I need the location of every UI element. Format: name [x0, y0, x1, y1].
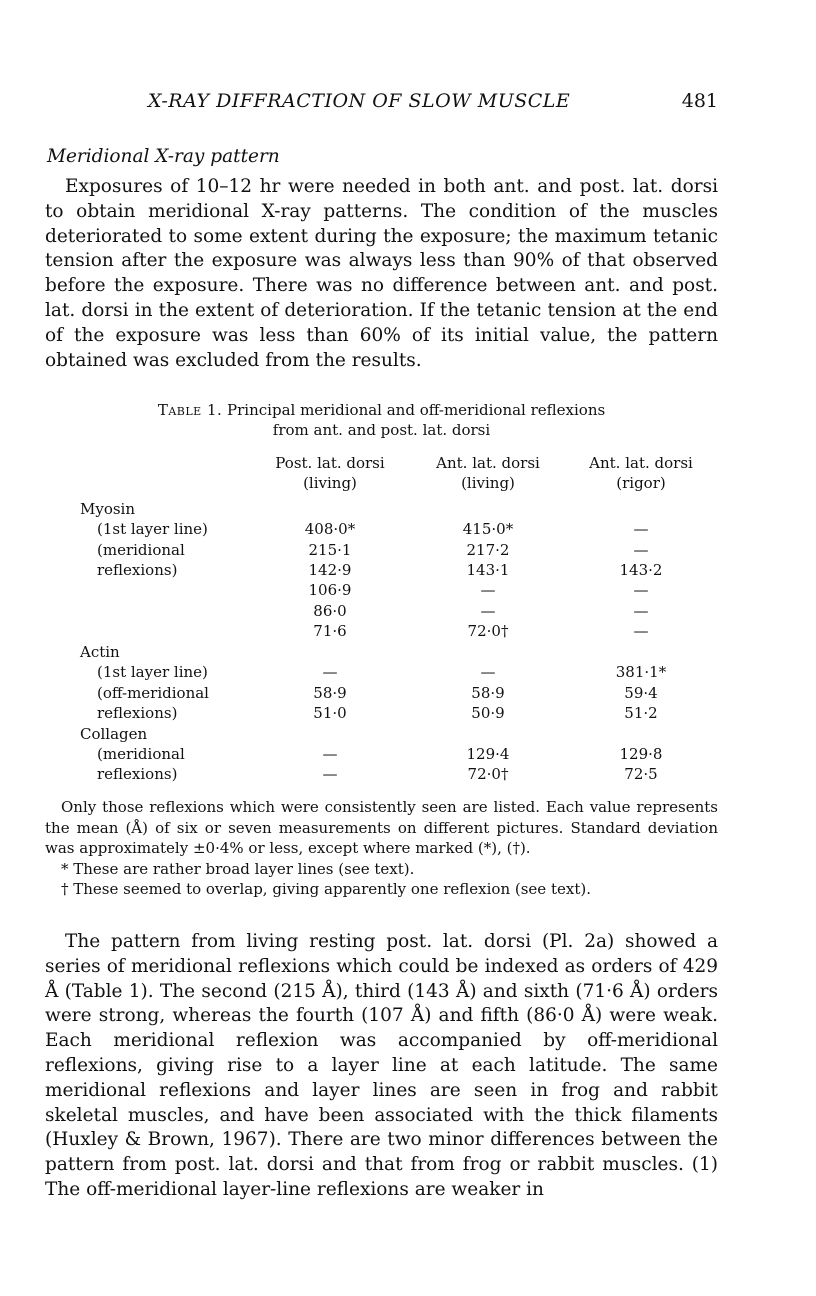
table-note: Only those reflexions which were consistently seen are listed. Each value represents the mean (Å) of six or seven measurements on different pictures. Standard deviation was approximately ±0·4% or less, except where marked (*), (†).	[45, 798, 718, 857]
table-caption	[45, 400, 718, 440]
table-cell: —	[480, 602, 496, 620]
column-header-post-living	[255, 453, 405, 493]
table-cell: 217·2	[466, 541, 510, 559]
table-caption-label: Table 1.	[157, 401, 223, 419]
table-row	[45, 580, 718, 600]
table-row	[45, 744, 718, 764]
table-cell: —	[322, 663, 338, 681]
row-label: Myosin	[80, 500, 136, 518]
row-label: reflexions)	[97, 765, 178, 783]
table-cell: 72·0†	[467, 765, 509, 783]
column-header-line: Ant. lat. dorsi	[589, 454, 693, 472]
table-cell: 142·9	[308, 561, 352, 579]
table-cell: 72·5	[624, 765, 658, 783]
table-note-asterisk: * These are rather broad layer lines (see text).	[61, 859, 415, 878]
page-number: 481	[681, 90, 718, 112]
table-row	[45, 601, 718, 621]
table-cell: 106·9	[308, 581, 352, 599]
row-label: reflexions)	[97, 704, 178, 722]
table-cell: —	[633, 581, 649, 599]
column-header-line: Ant. lat. dorsi	[436, 454, 540, 472]
row-label: reflexions)	[97, 561, 178, 579]
table-note-dagger: † These seemed to overlap, giving apparently one reflexion (see text).	[61, 880, 591, 898]
table-caption-line2: from ant. and post. lat. dorsi	[272, 421, 491, 439]
table-cell: —	[322, 765, 338, 783]
table-cell: —	[480, 581, 496, 599]
table-row	[45, 621, 718, 641]
table-cell: 86·0	[313, 602, 347, 620]
row-label: Actin	[80, 643, 120, 661]
table-cell: 51·2	[624, 704, 658, 722]
table-cell: 415·0*	[462, 520, 514, 538]
column-header-ant-rigor	[566, 453, 716, 493]
row-label: (meridional	[97, 541, 185, 559]
table-row	[45, 540, 718, 560]
body-paragraph-1: Exposures of 10–12 hr were needed in both ant. and post. lat. dorsi to obtain meridional X-ray patterns. The condition of the muscles deteriorated to some extent during the exposure; the maximum tetanic tension after the exposure was always less than 90% of that observed before the exposure. There was no difference between ant. and post. lat. dorsi in the extent of deterioration. If the tetanic tension at the end of the exposure was less than 60% of its initial value, the pattern obtained was excluded from the results.	[45, 176, 718, 371]
table-cell: 50·9	[471, 704, 505, 722]
table-cell: 143·2	[619, 561, 663, 579]
table-cell: —	[633, 602, 649, 620]
table-cell: —	[480, 663, 496, 681]
running-head-title: X-RAY DIFFRACTION OF SLOW MUSCLE	[148, 90, 571, 112]
table-cell: —	[322, 745, 338, 763]
table-row	[45, 703, 718, 723]
table-cell: 408·0*	[304, 520, 356, 538]
table-cell: 72·0†	[467, 622, 509, 640]
column-header-line: (living)	[303, 474, 357, 492]
table-cell: 51·0	[313, 704, 347, 722]
row-label: (1st layer line)	[97, 520, 208, 538]
table-cell: 71·6	[313, 622, 347, 640]
column-header-line: (living)	[461, 474, 515, 492]
table-cell: —	[633, 541, 649, 559]
table-row	[45, 662, 718, 682]
body-paragraph-2: The pattern from living resting post. lat. dorsi (Pl. 2a) showed a series of meridional reflexions which could be indexed as orders of 429 Å (Table 1). The second (215 Å), third (143 Å) and sixth (71·6 Å) orders were strong, whereas the fourth (107 Å) and fifth (86·0 Å) were weak. Each meridional reflexion was accompanied by off-meridional reflexions, giving rise to a layer line at each latitude. The same meridional reflexions and layer lines are seen in frog and rabbit skeletal muscles, and have been associated with the thick filaments (Huxley & Brown, 1967). There are two minor differences between the pattern from post. lat. dorsi and that from frog or rabbit muscles. (1) The off-meridional layer-line reflexions are weaker in	[45, 931, 718, 1200]
table-cell: 381·1*	[615, 663, 667, 681]
table-row	[45, 724, 718, 744]
section-heading: Meridional X-ray pattern	[47, 146, 280, 167]
table-row	[45, 560, 718, 580]
table-row	[45, 499, 718, 519]
row-label: (1st layer line)	[97, 663, 208, 681]
row-label: (meridional	[97, 745, 185, 763]
row-label: (off-meridional	[97, 684, 209, 702]
table-notes	[45, 797, 718, 900]
table-cell: 58·9	[313, 684, 347, 702]
table-cell: 129·4	[466, 745, 510, 763]
table-cell: —	[633, 622, 649, 640]
table-cell: —	[633, 520, 649, 538]
table-cell: 215·1	[308, 541, 352, 559]
table-row	[45, 764, 718, 784]
table-row	[45, 519, 718, 539]
table-row	[45, 642, 718, 662]
table-cell: 59·4	[624, 684, 658, 702]
column-header-ant-living	[413, 453, 563, 493]
table-cell: 129·8	[619, 745, 663, 763]
table-row	[45, 683, 718, 703]
column-header-line: (rigor)	[616, 474, 666, 492]
column-header-line: Post. lat. dorsi	[275, 454, 385, 472]
table-caption-line1: Principal meridional and off-meridional reflexions	[227, 401, 606, 419]
table-cell: 143·1	[466, 561, 510, 579]
row-label: Collagen	[80, 725, 148, 743]
table-cell: 58·9	[471, 684, 505, 702]
